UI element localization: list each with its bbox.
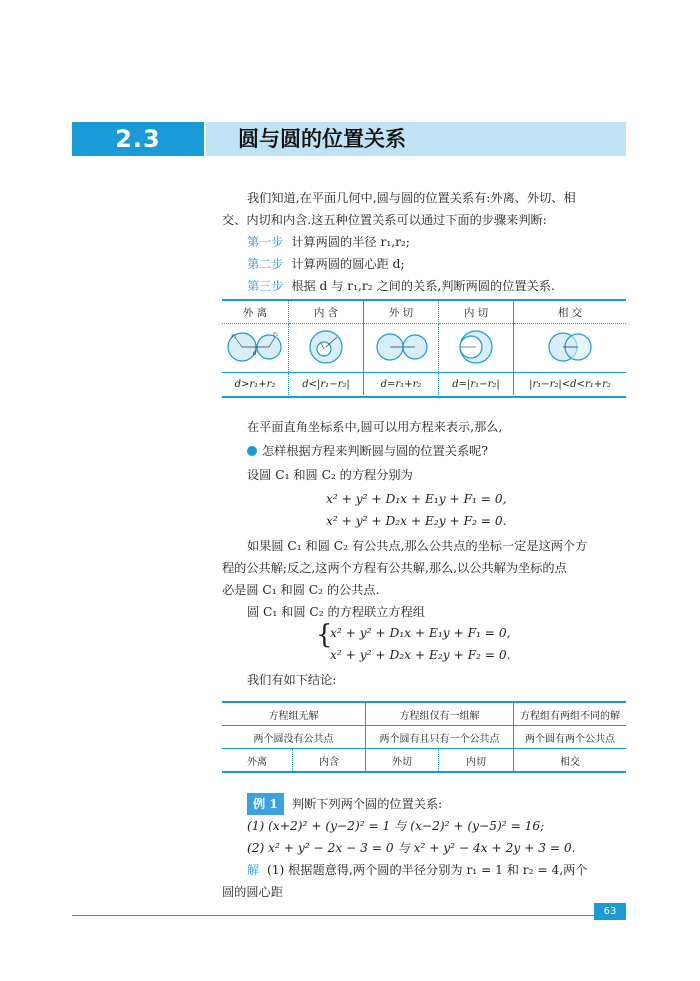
footer-rule: [72, 915, 626, 916]
diagram-label-r2: r₂: [273, 330, 279, 338]
diagram-internal-tangent: [439, 324, 514, 373]
bullet-icon: [247, 446, 257, 456]
step-1: [247, 231, 410, 253]
example-prompt: 判断下列两个圆的位置关系:: [291, 797, 443, 811]
diagram-label-d: d: [253, 349, 257, 357]
body-p3-line3: 必是圆 C₁ 和圆 C₂ 的公共点.: [222, 583, 380, 597]
equation-2: x² + y² + D₂x + E₂y + F₂ = 0.: [326, 514, 507, 528]
step-2: [247, 253, 405, 275]
solution-label: 解: [247, 863, 260, 877]
body-p3-line2: 程的公共解;反之,这两个方程有公共解,那么,以公共解为坐标的点: [222, 561, 567, 575]
table2-r3-c2: 内含: [293, 749, 366, 772]
step-2-text: 计算两圆的圆心距 d;: [291, 257, 405, 271]
table2-r3-c5: 相交: [560, 756, 580, 768]
table2-r1-c2: 方程组仅有一组解: [366, 703, 514, 726]
table1-header-3: 内 切: [439, 301, 514, 324]
position-relation-table: [222, 301, 626, 395]
table2-r3-c4: 内切: [439, 749, 514, 772]
table2-r1-c3: 方程组有两组不同的解: [514, 703, 627, 726]
step-3-text: 根据 d 与 r₁,r₂ 之间的关系,判断两圆的位置关系.: [291, 279, 555, 293]
step-3-label: 第三步: [247, 279, 284, 293]
table2-r2-c2: 两个圆有且只有一个公共点: [366, 726, 514, 749]
solution-line-2: 圆的圆心距: [222, 885, 283, 899]
table2-r3-c3: 外切: [366, 749, 439, 772]
table2-r1-c1: 方程组无解: [222, 703, 366, 726]
system-eq-1: x² + y² + D₁x + E₁y + F₁ = 0,: [330, 626, 511, 640]
equation-1: x² + y² + D₁x + E₁y + F₁ = 0,: [326, 492, 507, 506]
system-eq-2: x² + y² + D₂x + E₂y + F₂ = 0.: [330, 648, 511, 662]
body-p3-line1: 如果圆 C₁ 和圆 C₂ 有公共点,那么公共点的坐标一定是这两个方: [247, 539, 588, 553]
conclusion-table: [222, 703, 626, 771]
body-p2: 设圆 C₁ 和圆 C₂ 的方程分别为: [247, 468, 413, 482]
table2-bottom-rule: [222, 771, 626, 773]
body-p5: 我们有如下结论:: [247, 673, 337, 687]
section-number: 2.3: [72, 122, 204, 156]
example-item-2: (2) x² + y² − 2x − 3 = 0 与 x² + y² − 4x + 2y + 3 = 0.: [247, 841, 576, 855]
solution-line-1: [247, 859, 587, 881]
table2-r3-c1: 外离: [222, 749, 293, 772]
example-heading: [247, 793, 442, 815]
condition-external-tangent: d=r₁+r₂: [364, 373, 439, 396]
table1-header-4: 相 交: [514, 301, 627, 324]
table2-r2-c1: 两个圆没有公共点: [222, 726, 366, 749]
table1-header-0: 外 离: [222, 301, 289, 324]
table1-header-2: 外 切: [364, 301, 439, 324]
condition-internal-tangent: d=|r₁−r₂|: [439, 373, 514, 396]
diagram-external-tangent: [364, 324, 439, 373]
table2-r2-c3: 两个圆有两个公共点: [514, 726, 627, 749]
diagram-contain: [289, 324, 364, 373]
diagram-intersect: [514, 324, 627, 373]
section-title: 圆与圆的位置关系: [238, 126, 406, 151]
example-badge: 例 1: [247, 793, 284, 815]
example-item-1: (1) (x+2)² + (y−2)² = 1 与 (x−2)² + (y−5)² = 16;: [247, 819, 545, 833]
intro-line-2: 交、内切和内含.这五种位置关系可以通过下面的步骤来判断:: [222, 213, 547, 227]
solution-text: (1) 根据题意得,两个圆的半径分别为 r₁ = 1 和 r₂ = 4,两个: [266, 863, 588, 877]
step-1-label: 第一步: [247, 235, 284, 249]
step-3: [247, 275, 555, 297]
condition-separate: d>r₁+r₂: [222, 373, 289, 396]
page-number: 63: [594, 903, 626, 920]
guiding-question: [247, 440, 488, 462]
condition-intersect: |r₁−r₂|<d<r₁+r₂: [529, 378, 611, 390]
body-p1: 在平面直角坐标系中,圆可以用方程来表示,那么,: [247, 420, 503, 434]
condition-contain: d<|r₁−r₂|: [289, 373, 364, 396]
intro-line-1: 我们知道,在平面几何中,圆与圆的位置关系有:外离、外切、相: [247, 191, 576, 205]
question-text: 怎样根据方程来判断圆与圆的位置关系呢?: [262, 444, 488, 458]
system-brace: {: [316, 620, 333, 650]
step-1-text: 计算两圆的半径 r₁,r₂;: [291, 235, 410, 249]
diagram-separate: [222, 324, 289, 373]
table1-bottom-rule: [222, 396, 626, 398]
table1-header-1: 内 含: [289, 301, 364, 324]
diagram-label-r1: r₁: [231, 332, 237, 340]
step-2-label: 第二步: [247, 257, 284, 271]
body-p4: 圆 C₁ 和圆 C₂ 的方程联立方程组: [247, 605, 425, 619]
